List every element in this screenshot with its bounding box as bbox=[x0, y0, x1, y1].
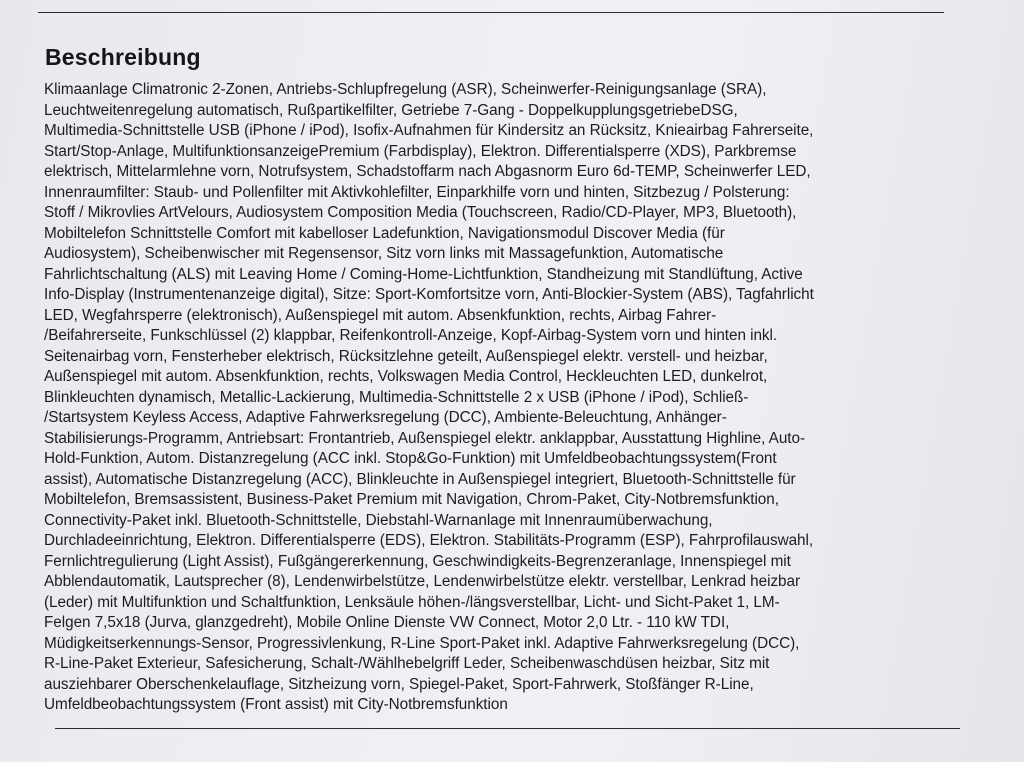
text-line: LED, Wegfahrsperre (elektronisch), Außenspiegel mit autom. Absenkfunktion, rechts, Airbag Fahrer- bbox=[44, 306, 717, 324]
text-line: /Startsystem Keyless Access, Adaptive Fahrwerksregelung (DCC), Ambiente-Beleuchtung, Anhänger- bbox=[44, 409, 727, 426]
text-line: Leuchtweitenregelung automatisch, Rußpartikelfilter, Getriebe 7-Gang - DoppelkupplungsgetriebeDSG, bbox=[44, 101, 738, 119]
text-line: /Beifahrerseite, Funkschlüssel (2) klappbar, Reifenkontroll-Anzeige, Kopf-Airbag-System vorn und hinten inkl. bbox=[44, 327, 778, 344]
text-line: Blinkleuchten dynamisch, Metallic-Lackierung, Multimedia-Schnittstelle 2 x USB (iPhone / iPod), Schließ- bbox=[44, 388, 749, 406]
description-text bbox=[44, 80, 1004, 716]
text-line: assist), Automatische Distanzregelung (ACC), Blinkleuchte in Außenspiegel integriert, Bluetooth-Schnittstelle für bbox=[44, 470, 796, 488]
description-section bbox=[44, 44, 1004, 716]
text-line: Außenspiegel mit autom. Absenkfunktion, rechts, Volkswagen Media Control, Heckleuchten LED, dunkelrot, bbox=[44, 368, 768, 385]
text-line: Connectivity-Paket inkl. Bluetooth-Schnittstelle, Diebstahl-Warnanlage mit Innenraumüberwachung, bbox=[44, 511, 713, 529]
text-line: Stabilisierungs-Programm, Antriebsart: Frontantrieb, Außenspiegel elektr. anklappbar, Ausstattung Highline, Auto- bbox=[44, 429, 806, 447]
text-line: Fernlichtregulierung (Light Assist), Fußgängererkennung, Geschwindigkeits-Begrenzeranlage, Innenspiegel mit bbox=[44, 552, 791, 570]
text-line: elektrisch, Mittelarmlehne vorn, Notrufsystem, Schadstoffarm nach Abgasnorm Euro 6d-TEMP, Scheinwerfer LED, bbox=[44, 163, 811, 180]
text-line: Innenraumfilter: Staub- und Pollenfilter mit Aktivkohlefilter, Einparkhilfe vorn und hinten, Sitzbezug / Polsterung: bbox=[44, 183, 790, 201]
top-divider bbox=[38, 12, 944, 13]
text-line: Klimaanlage Climatronic 2-Zonen, Antriebs-Schlupfregelung (ASR), Scheinwerfer-Reinigungsanlage (SRA), bbox=[44, 81, 767, 98]
text-line: R-Line-Paket Exterieur, Safesicherung, Schalt-/Wählhebelgriff Leder, Scheibenwaschdüsen heizbar, Sitz mit bbox=[44, 655, 770, 672]
text-line: (Leder) mit Multifunktion und Schaltfunktion, Lenksäule höhen-/längsverstellbar, Licht- und Sicht-Paket 1, LM- bbox=[44, 593, 780, 611]
text-line: Mobiltelefon, Bremsassistent, Business-Paket Premium mit Navigation, Chrom-Paket, City-Notbremsfunktion, bbox=[44, 491, 779, 508]
section-title: Beschreibung bbox=[45, 44, 201, 70]
text-line: Abblendautomatik, Lautsprecher (8), Lendenwirbelstütze, Lendenwirbelstütze elektr. verstellbar, Lenkrad heizbar bbox=[44, 573, 801, 590]
text-line: Fahrlichtschaltung (ALS) mit Leaving Home / Coming-Home-Lichtfunktion, Standheizung mit Standlüftung, Active bbox=[44, 265, 803, 283]
text-line: Müdigkeitserkennungs-Sensor, Progressivlenkung, R-Line Sport-Paket inkl. Adaptive Fahrwerksregelung (DCC), bbox=[44, 634, 800, 652]
text-line: Multimedia-Schnittstelle USB (iPhone / iPod), Isofix-Aufnahmen für Kindersitz an Rücksitz, Knieairbag Fahrerseite, bbox=[44, 122, 814, 139]
text-line: Umfeldbeobachtungssystem (Front assist) mit City-Notbremsfunktion bbox=[44, 696, 508, 713]
text-line: Stoff / Mikrovlies ArtVelours, Audiosystem Composition Media (Touchscreen, Radio/CD-Player, MP3, Bluetooth), bbox=[44, 204, 797, 221]
text-line: Hold-Funktion, Autom. Distanzregelung (ACC inkl. Stop&Go-Funktion) mit Umfeldbeobachtungssystem(Front bbox=[44, 450, 777, 467]
text-line: ausziehbarer Oberschenkelauflage, Sitzheizung vorn, Spiegel-Paket, Sport-Fahrwerk, Stoßfänger R-Line, bbox=[44, 675, 754, 693]
text-line: Audiosystem), Scheibenwischer mit Regensensor, Sitz vorn links mit Massagefunktion, Automatische bbox=[44, 245, 724, 262]
text-line: Durchladeeinrichtung, Elektron. Differentialsperre (EDS), Elektron. Stabilitäts-Programm (ESP), Fahrprofilauswahl, bbox=[44, 532, 814, 549]
text-line: Felgen 7,5x18 (Jurva, glanzgedreht), Mobile Online Dienste VW Connect, Motor 2,0 Ltr. - 110 kW TDI, bbox=[44, 614, 730, 631]
bottom-divider bbox=[55, 728, 960, 729]
text-line: Seitenairbag vorn, Fensterheber elektrisch, Rücksitzlehne geteilt, Außenspiegel elektr. verstell- und heizbar, bbox=[44, 347, 768, 365]
text-line: Mobiltelefon Schnittstelle Comfort mit kabelloser Ladefunktion, Navigationsmodul Discover Media (für bbox=[44, 224, 725, 242]
text-line: Info-Display (Instrumentenanzeige digital), Sitze: Sport-Komfortsitze vorn, Anti-Blockier-System (ABS), Tagfahrlicht bbox=[44, 286, 814, 303]
text-line: Start/Stop-Anlage, MultifunktionsanzeigePremium (Farbdisplay), Elektron. Differentialsperre (XDS), Parkbremse bbox=[44, 142, 797, 160]
